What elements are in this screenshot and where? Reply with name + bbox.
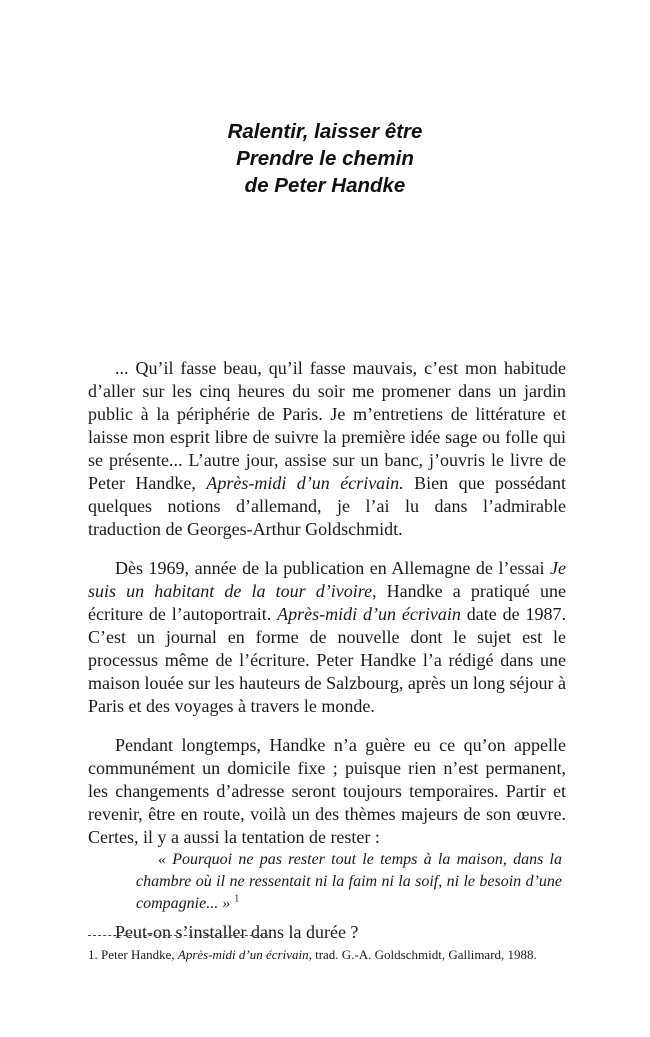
footnote-ref: 1 <box>234 893 240 905</box>
footnote-divider <box>88 935 268 936</box>
paragraph-2-text-c: Handke a pratiqué une écriture de l’autoportrait. <box>88 581 566 624</box>
title-line-3: de Peter Handke <box>244 174 406 197</box>
footnote <box>88 946 566 963</box>
block-quote-text: « Pourquoi ne pas rester tout le temps à la maison, dans la chambre où il ne ressentait ni la faim ni la soif, ni le besoin d’une compagnie... » <box>136 851 562 912</box>
paragraph-2-book-title: Après-midi d’un écrivain <box>277 604 461 624</box>
footnote-book-title: Après-midi d’un écrivain, <box>177 947 312 962</box>
paragraph-2-essay-title: Je suis un habitant de la tour d’ivoire, <box>88 558 566 601</box>
paragraph-2 <box>88 557 566 718</box>
block-quote <box>136 849 562 915</box>
title-line-1: Ralentir, laisser être <box>227 120 423 143</box>
footnote-text-c: trad. G.-A. Goldschmidt, Gallimard, 1988. <box>311 947 537 962</box>
footnote-text-a: 1. Peter Handke, <box>88 947 178 962</box>
paragraph-1-book-title: Après-midi d’un écrivain. <box>206 473 404 493</box>
paragraph-3: Pendant longtemps, Handke n’a guère eu ce qu’on appelle communément un domicile fixe ; puisque rien n’est permanent, les changements d’adresse seront toujours temporaires. Partir et revenir, être en route, voilà un des thèmes majeurs de son œuvre. Certes, il y a aussi la tentation de rester : <box>88 735 566 847</box>
paragraph-2-text-e: date de 1987. C’est un journal en forme de nouvelle dont le sujet est le processus même de l’écriture. Peter Handke l’a rédigé dans une maison louée sur les hauteurs de Salzbourg, après un long séjour à Paris et des voyages à travers le monde. <box>88 604 566 716</box>
title-line-2: Prendre le chemin <box>236 147 414 170</box>
closing-question: Peut-on s’installer dans la durée ? <box>115 922 359 942</box>
chapter-title <box>0 118 650 199</box>
paragraph-1-text-c: Bien que possédant quelques notions d’allemand, je l’ai lu dans l’admirable traduction de Georges-Arthur Goldschmidt. <box>88 473 566 539</box>
paragraph-1-text-a: ... Qu’il fasse beau, qu’il fasse mauvais, c’est mon habitude d’aller sur les cinq heures du soir me promener dans un jardin public à la périphérie de Paris. Je m’entretiens de littérature et laisse mon esprit libre de suivre la première idée sage ou folle qui se présente... L’autre jour, assise sur un banc, j’ouvris le livre de Peter Handke, <box>88 358 566 493</box>
paragraph-2-text-a: Dès 1969, année de la publication en Allemagne de l’essai <box>115 558 551 578</box>
paragraph-1 <box>88 357 566 541</box>
body-text <box>88 357 566 944</box>
